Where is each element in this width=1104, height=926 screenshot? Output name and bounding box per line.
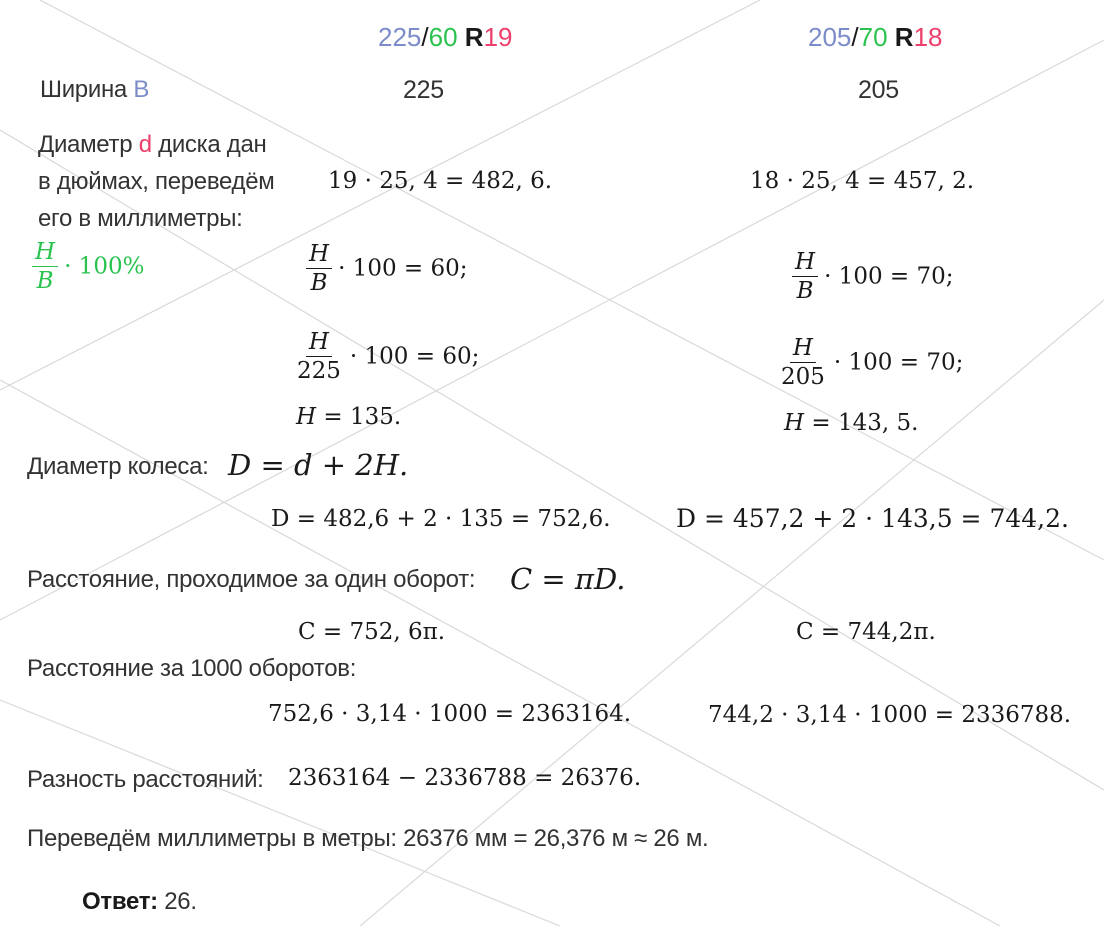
difference-calc: 2363164 − 2336788 = 26376. [288,765,642,791]
distance-1000-label: Расстояние за 1000 оборотов: [27,655,357,682]
difference-label: Разность расстояний: [27,766,264,793]
wheel-diameter-formula: D = d + 2H. [228,448,409,482]
distance-1000-calc-2: 744,2 · 3,14 · 1000 = 2336788. [708,702,1072,728]
circumference-label: Расстояние, проходимое за один оборот: [27,566,476,593]
answer-label: Ответ: [82,888,158,915]
tire2-aspect: 70 [858,22,888,52]
aspect-ratio-calc-2: $\frac{H}{B}$ · 100 = 70; [792,250,954,305]
disk-mm-calc-1: 19 · 25, 4 = 482, 6. [328,168,553,194]
wheel-diameter-calc-2: D = 457,2 + 2 · 143,5 = 744,2. [676,504,1069,533]
height-calc-2: $\frac{H}{205}$ · 100 = 70; [781,335,964,391]
width-label: Ширина B [40,76,150,103]
tire2-diameter: 18 [913,22,943,52]
tire1-diameter: 19 [483,22,513,52]
aspect-ratio-calc-1: $\frac{H}{B}$ · 100 = 60; [306,242,468,297]
tire1-aspect: 60 [428,22,458,52]
wheel-diameter-label: Диаметр колеса: [27,453,209,480]
answer-value: 26. [164,888,197,915]
tire1-r: R [464,22,484,52]
conversion-text: Переведём миллиметры в метры: 26376 мм = 26,376 м ≈ 26 м. [27,825,709,852]
circumference-calc-2: C = 744,2π. [796,619,936,645]
circumference-formula: C = πD. [510,562,626,596]
disk-mm-calc-2: 18 · 25, 4 = 457, 2. [750,168,975,194]
distance-1000-calc-1: 752,6 · 3,14 · 1000 = 2363164. [268,701,632,727]
wheel-diameter-calc-1: D = 482,6 + 2 · 135 = 752,6. [271,506,611,532]
tire2-r: R [894,22,914,52]
height-result-1: H = 135. [296,404,402,430]
tire-size-1-header: 225/60 R19 [378,22,513,52]
width-value-1: 225 [403,76,444,104]
height-calc-1: $\frac{H}{225}$ · 100 = 60; [297,329,480,385]
height-result-2: H = 143, 5. [784,410,919,436]
circumference-calc-1: C = 752, 6π. [298,619,446,645]
answer [82,888,197,916]
disk-diameter-label: Диаметр d диска дан в дюймах, переведём его в миллиметры: [38,131,275,232]
tire2-width: 205 [808,22,852,52]
width-value-2: 205 [858,76,899,104]
aspect-ratio-formula: $\frac{H}{B}$ · 100% [32,240,144,295]
tire1-width: 225 [378,22,422,52]
tire-size-2-header: 205/70 R18 [808,22,943,52]
